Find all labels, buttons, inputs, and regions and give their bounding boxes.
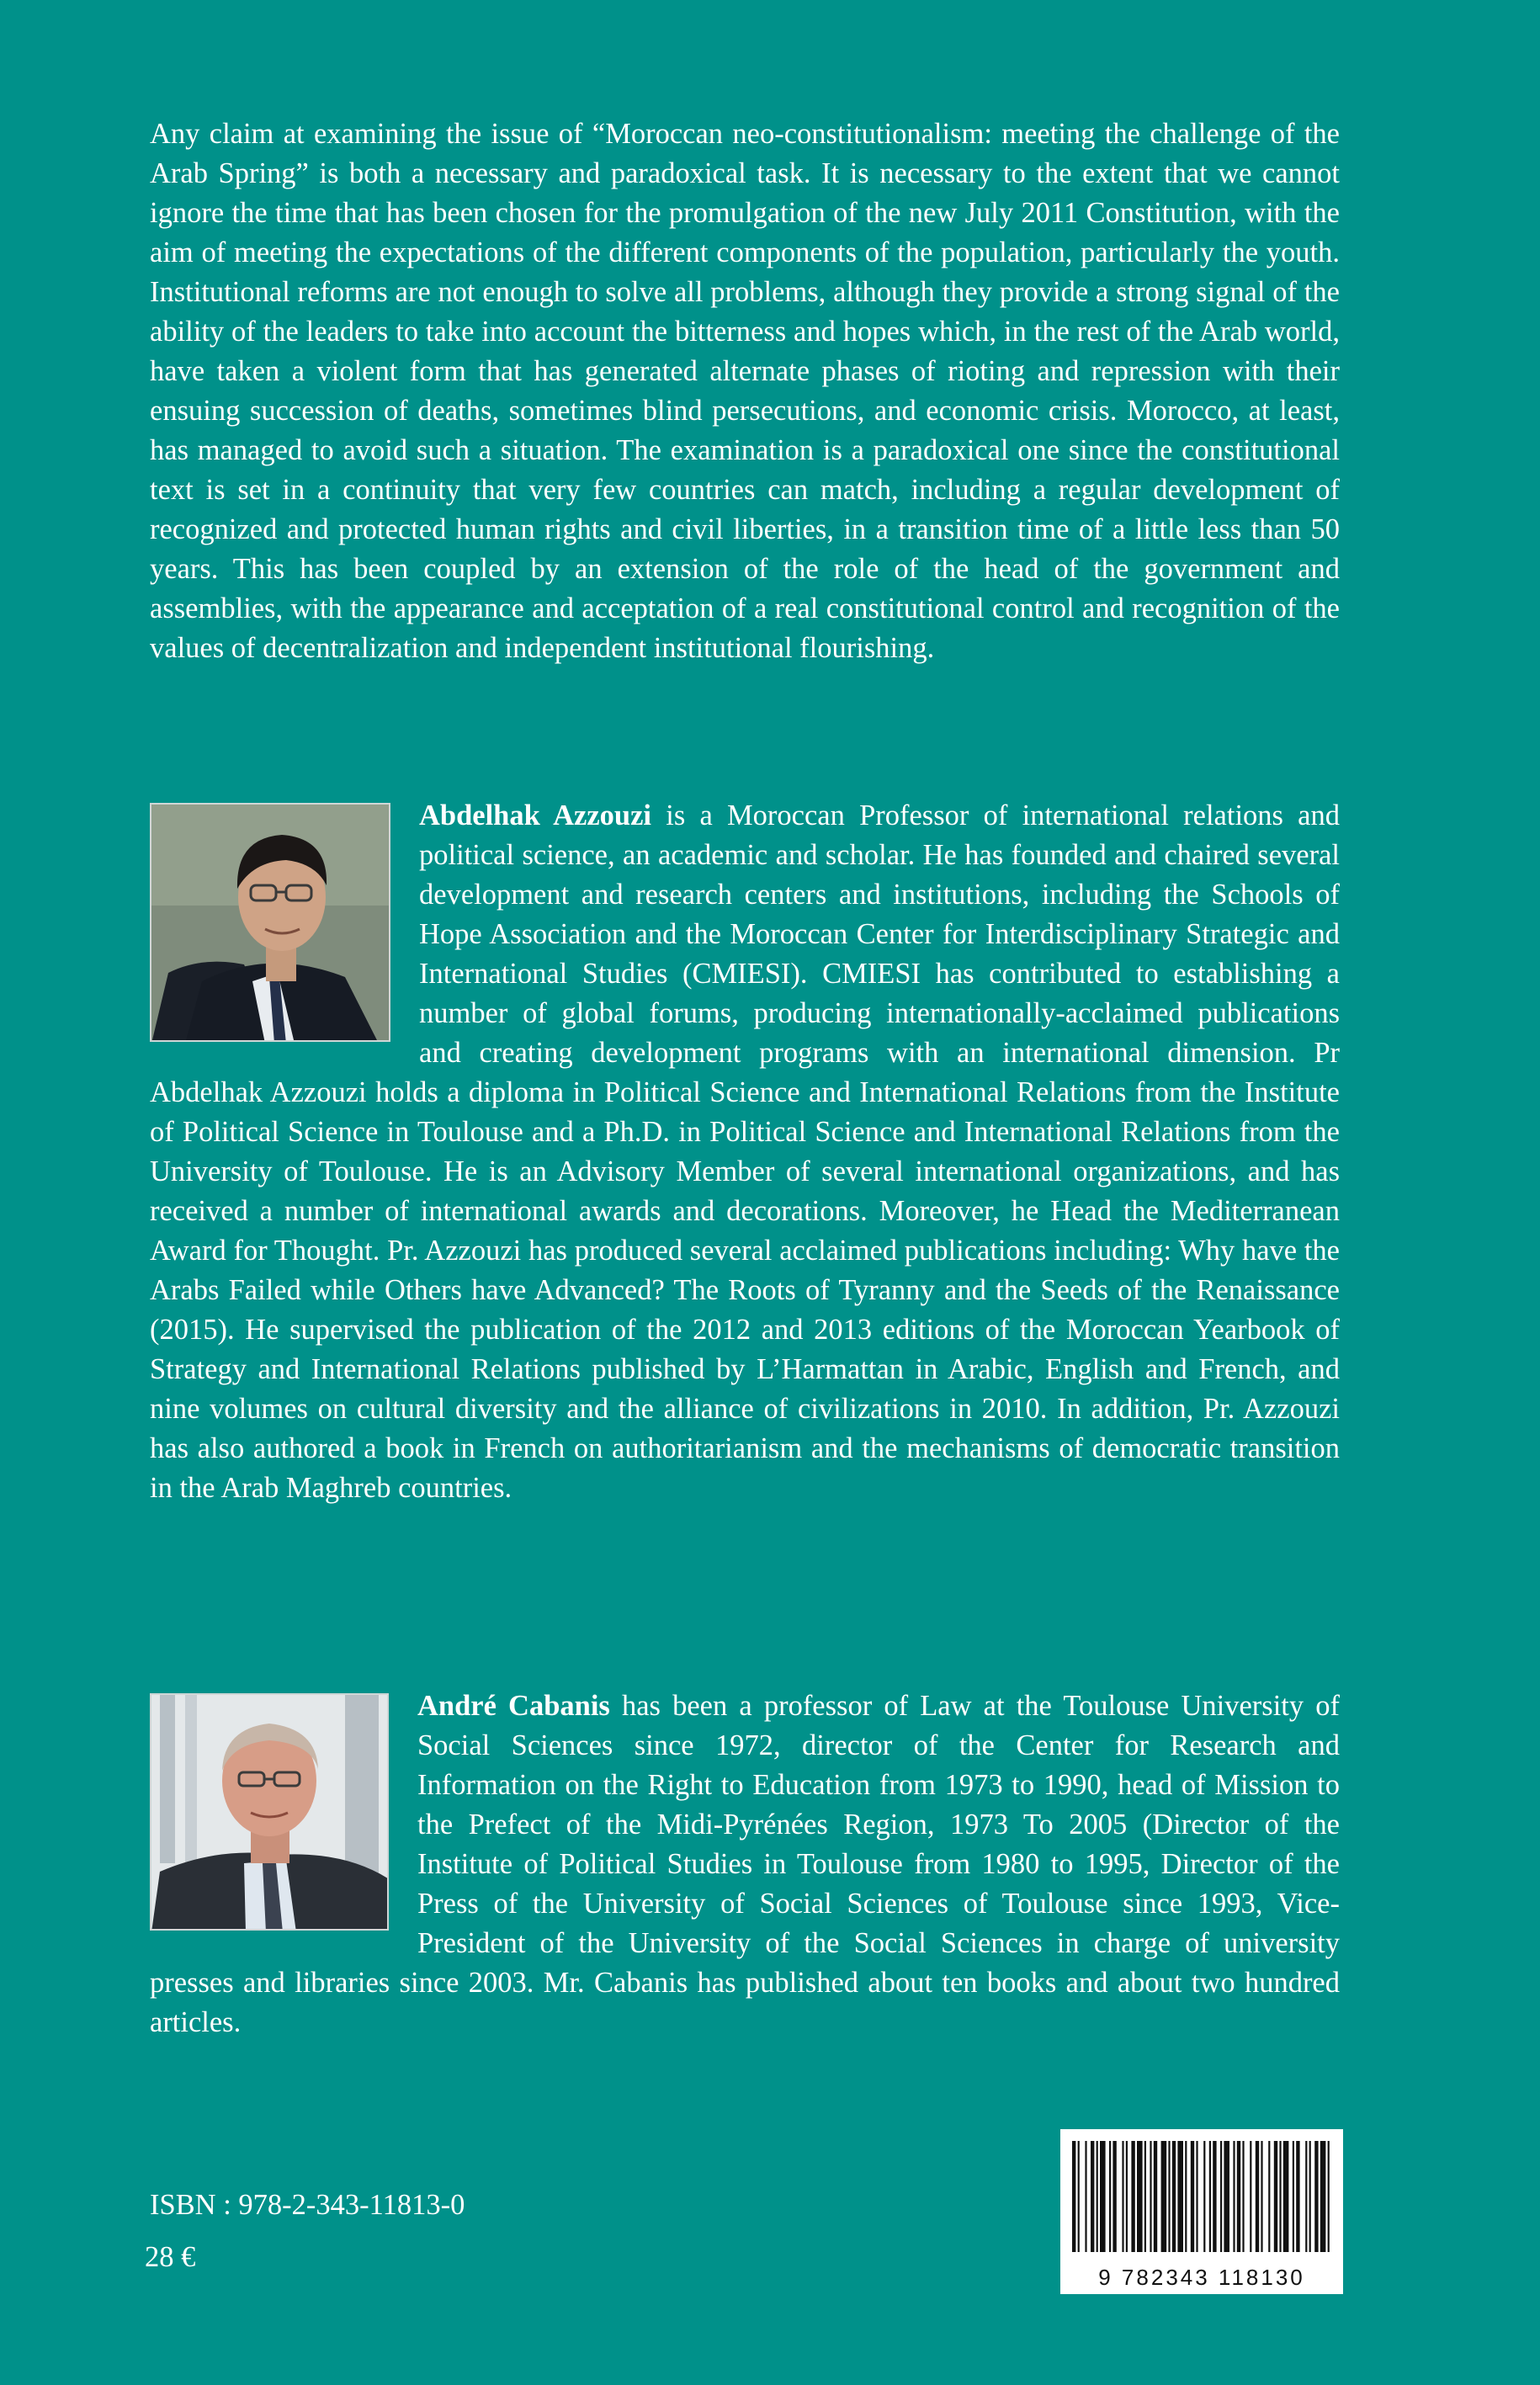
author-name-azzouzi: Abdelhak Azzouzi — [419, 799, 652, 831]
barcode-bar — [1242, 2141, 1244, 2252]
barcode-bar — [1328, 2141, 1330, 2252]
barcode-bar — [1161, 2141, 1167, 2252]
barcode-bar — [1279, 2141, 1281, 2252]
barcode-bar — [1196, 2141, 1197, 2252]
barcode-bar — [1150, 2141, 1151, 2252]
barcode-bar — [1091, 2141, 1094, 2252]
barcode-bar — [1097, 2141, 1098, 2252]
author-bio-cabanis — [150, 1686, 1340, 2042]
barcode-bar — [1177, 2141, 1183, 2252]
barcode-bar — [1305, 2141, 1307, 2252]
barcode-bar — [1250, 2141, 1251, 2252]
author-photo-azzouzi — [150, 803, 390, 1042]
price-label: 28 € — [145, 2241, 196, 2273]
barcode-bar — [1314, 2141, 1318, 2252]
barcode-bar — [1256, 2141, 1259, 2252]
barcode-bar — [1213, 2141, 1216, 2252]
barcode-bar — [1296, 2141, 1299, 2252]
barcode-bar — [1100, 2141, 1106, 2252]
barcode-bar — [1122, 2141, 1123, 2252]
barcode-bar — [1309, 2141, 1311, 2252]
barcode-bar — [1268, 2141, 1270, 2252]
barcode-bar — [1293, 2141, 1294, 2252]
barcode-bar — [1085, 2141, 1086, 2252]
barcode-bar — [1274, 2141, 1277, 2252]
barcode-bar — [1113, 2141, 1116, 2252]
barcode-bars — [1060, 2129, 1343, 2255]
barcode-bar — [1126, 2141, 1128, 2252]
barcode-bar — [1320, 2141, 1326, 2252]
barcode-bar — [1072, 2141, 1075, 2252]
barcode-bar — [1191, 2141, 1194, 2252]
intro-paragraph: Any claim at examining the issue of “Moroccan neo-constitutionalism: meeting the challenge of the Arab Spring” is both a necessary and paradoxical task. It is necessary to the extent that we cannot ignore the time that has been chosen for the promulgation of the new July 2011 Constitution, with the aim of meeting the expectations of the different components of the population, particularly the youth. Institutional reforms are not enough to solve all problems, although they provide a strong signal of the ability of the leaders to take into account the bitterness and hopes which, in the rest of the Arab world, have taken a violent form that has generated alternate phases of rioting and repression with their ensuing succession of deaths, sometimes blind persecutions, and economic crisis. Morocco, at least, has managed to avoid such a situation. The examination is a paradoxical one since the constitutional text is set in a continuity that very few countries can match, including a regular development of recognized and protected human rights and civil liberties, in a transition time of a little less than 50 years. This has been coupled by an extension of the role of the head of the government and assemblies, with the appearance and acceptation of a real constitutional control and recognition of the values of decentralization and independent institutional flourishing. — [150, 118, 1340, 664]
barcode-bar — [1131, 2141, 1134, 2252]
author-photo-cabanis — [150, 1693, 389, 1931]
barcode-bar — [1185, 2141, 1187, 2252]
barcode-bar — [1220, 2141, 1222, 2252]
barcode-bar — [1224, 2141, 1229, 2252]
barcode-bar — [1209, 2141, 1211, 2252]
barcode-bar — [1203, 2141, 1205, 2252]
author-bio-text-azzouzi: is a Moroccan Professor of international relations and political science, an academic and scholar. He has founded and chaired several development and research centers and institutions, including the Schools of Hope Association and the Moroccan Center for Interdisciplinary Strategic and International Studies (CMIESI). CMIESI has contributed to establishing a number of global forums, producing internationally-acclaimed publications and creating development programs with an international dimension. Pr Abdelhak Azzouzi holds a diploma in Political Science and International Relations from the Institute of Political Science in Toulouse and a Ph.D. in Political Science and International Relations from the University of Toulouse. He is an Advisory Member of several international organizations, and has received a number of international awards and decorations. Moreover, he Head the Mediterranean Award for Thought. Pr. Azzouzi has produced several acclaimed publications including: Why have the Arabs Failed while Others have Advanced? The Roots of Tyranny and the Seeds of the Renaissance (2015). He supervised the publication of the 2012 and 2013 editions of the Moroccan Yearbook of Strategy and International Relations published by L’Harmattan in Arabic, English and French, and nine volumes on cultural diversity and the alliance of civilizations in 2010. In addition, Pr. Azzouzi has also authored a book in French on authoritarianism and the mechanisms of democratic transition in the Arab Maghreb countries. — [150, 799, 1340, 1504]
barcode-bar — [1144, 2141, 1146, 2252]
barcode-bar — [1109, 2141, 1111, 2252]
author-bio-text-cabanis: has been a professor of Law at the Toulouse University of Social Sciences since 1972, director of the Center for Research and Information on the Right to Education from 1973 to 1990, head of Mission to the Prefect of the Midi-Pyrénées Region, 1973 To 2005 (Director of the Institute of Political Studies in Toulouse from 1980 to 1995, Director of the Press of the University of Social Sciences of Toulouse since 1993, Vice-President of the University of the Social Sciences in charge of university presses and libraries since 2003. Mr. Cabanis has published about ten books and about two hundred articles. — [150, 1690, 1340, 2038]
barcode-bar — [1078, 2141, 1080, 2252]
isbn-label: ISBN : 978-2-343-11813-0 — [150, 2189, 465, 2221]
barcode-bar — [1237, 2141, 1240, 2252]
barcode — [1060, 2129, 1343, 2294]
author-bio-azzouzi — [150, 796, 1340, 1508]
barcode-digits: 9 782343 118130 — [1098, 2265, 1305, 2290]
barcode-bar — [1172, 2141, 1176, 2252]
barcode-bar — [1137, 2141, 1143, 2252]
author-name-cabanis: André Cabanis — [417, 1690, 610, 1722]
barcode-bar — [1283, 2141, 1289, 2252]
barcode-bar — [1261, 2141, 1262, 2252]
barcode-bar — [1233, 2141, 1235, 2252]
barcode-bar — [1168, 2141, 1170, 2252]
barcode-bar — [1154, 2141, 1157, 2252]
